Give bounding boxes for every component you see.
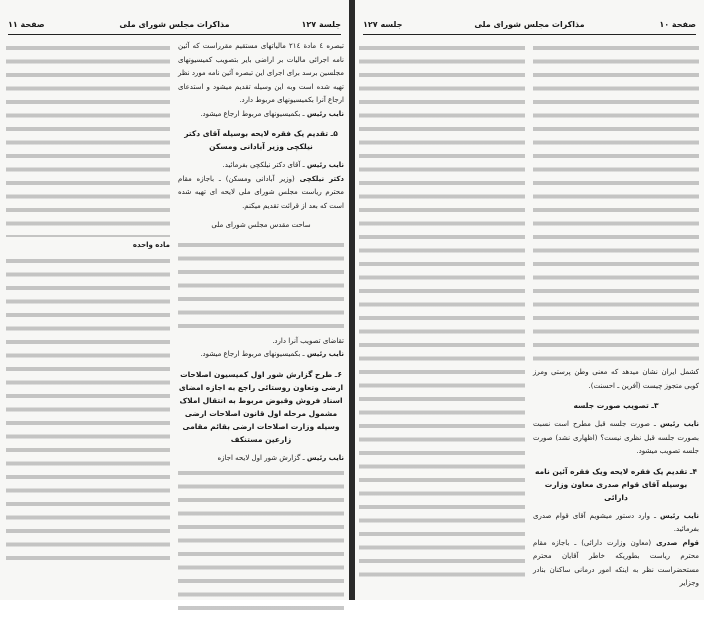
- speech: (وزیر آبادانی ومسکن) ـ باجازه مقام محترم ریاست مجلس شورای ملی لایحه ای تهیه شده است که بعد از قرائت تقدیم میکنم.: [178, 174, 344, 210]
- page-header: [363, 20, 696, 35]
- speaker: نایب رئیس: [660, 420, 699, 428]
- speaker: قوام صدری: [656, 538, 699, 547]
- left-page: [0, 0, 349, 600]
- page-number: صفحة ۱۱: [8, 20, 45, 29]
- speech: (معاون وزارت دارائی) ـ باجازه مقام محترم ریاست بطوریکه خاطر آقایان محترم مستحضراست نظر به اینکه امور درمانی ساکنان بنادر وجزایر: [533, 538, 699, 587]
- speech: ـ آقای دکتر نیلکچی بفرمائید.: [222, 161, 307, 169]
- text-column-right: [533, 40, 699, 591]
- speaker: نایب رئیس: [306, 350, 344, 358]
- body-text-block: [359, 42, 525, 582]
- speaker: نایب رئیس: [306, 453, 344, 462]
- body-text-block: [178, 467, 344, 615]
- paragraph: [178, 159, 344, 173]
- running-title: مذاکرات مجلس شورای ملی: [119, 20, 230, 29]
- speaker: دکتر نیلکچی: [299, 174, 344, 183]
- session-number: جلسة ۱۲۷: [301, 20, 341, 29]
- text-column-left: [359, 40, 525, 584]
- body-text-block: [533, 42, 699, 364]
- page-number: صفحة ۱۰: [659, 20, 696, 29]
- body-text-block: [6, 42, 170, 237]
- section-heading: ۵ـ تقدیم یک فقره لایحه بوسیله آقای دکتر نیلکچی وزیر آبادانی ومسکن: [184, 129, 338, 151]
- paragraph: تبصره ٤ مادة ۲۱٤ مالیاتهای مستقیم مقرراست که آئین نامه اجرائی مالیات بر اراضی بایر بتصویب کمیسیونهای مجلسین برسد برای اجرای این تبصره آئین نامه مورد نظر تهیه شده است وبه این وسیله تقدیم میشود و استدعای ارجاع آنرا بکمیسیونهای مربوط دارد.: [178, 42, 344, 104]
- text-column-left: [6, 40, 170, 567]
- paragraph: [533, 418, 699, 459]
- speaker: نایب رئیس: [306, 109, 344, 118]
- paragraph: [178, 348, 344, 362]
- page-header: [8, 20, 341, 35]
- section-heading: ۳ـ تصویب صورت جلسه: [573, 401, 659, 410]
- right-page: [355, 0, 704, 600]
- speaker: نایب رئیس: [660, 511, 699, 520]
- body-text-block: [178, 239, 344, 333]
- speech: ـ بکمیسیونهای مربوط ارجاع میشود.: [200, 109, 307, 118]
- paragraph: تقاضای تصویب آنرا دارد.: [272, 336, 344, 345]
- paragraph: کشمل ایران نشان میدهد که معنی وطن پرستی ومرز کوبی متجوز چیست (آفرین ـ احسنت).: [533, 368, 699, 390]
- session-number: جلسه ۱۲۷: [363, 20, 403, 29]
- section-heading: ۶ـ طرح گزارش شور اول کمیسیون اصلاحات ارضی وتعاون روستائی راجع به اجازه امضای اسناد فروش وقبوض مربوط به انتقال املاک مشمول مرحله اول قانون اصلاحات ارضی وسیله وزارت اصلاحات ارضی بقائم مقامی زارعین مستنکف: [178, 369, 344, 444]
- speaker: نایب رئیس: [306, 161, 344, 169]
- address-line: ساحت مقدس مجلس شورای ملی: [211, 221, 311, 229]
- paragraph: [178, 108, 344, 122]
- speech: ـ گزارش شور اول لایحه اجازه: [217, 453, 307, 462]
- running-title: مذاکرات مجلس شورای ملی: [474, 20, 585, 29]
- speech: ـ بکمیسیونهای مربوط ارجاع میشود.: [200, 350, 307, 358]
- paragraph: [533, 510, 699, 537]
- paragraph: [178, 452, 344, 466]
- text-column-right: [178, 40, 344, 617]
- paragraph: [533, 537, 699, 591]
- body-text-block: [6, 255, 170, 565]
- paragraph: [178, 173, 344, 214]
- speech: ـ وارد دستور میشویم آقای قوام صدری بفرمائید.: [533, 511, 699, 533]
- section-heading: ۴ـ تقدیم یک فقره لایحه ویک فقره آئین نامه بوسیله آقای قوام صدری معاون وزارت دارائی: [534, 466, 698, 502]
- article-heading: ماده واحده: [132, 241, 170, 249]
- speech: ـ صورت جلسه قبل مطرح است نسبت بصورت جلسه قبل نظری نیست؟ (اظهاری نشد) صورت جلسه تصویب میشود.: [533, 420, 699, 455]
